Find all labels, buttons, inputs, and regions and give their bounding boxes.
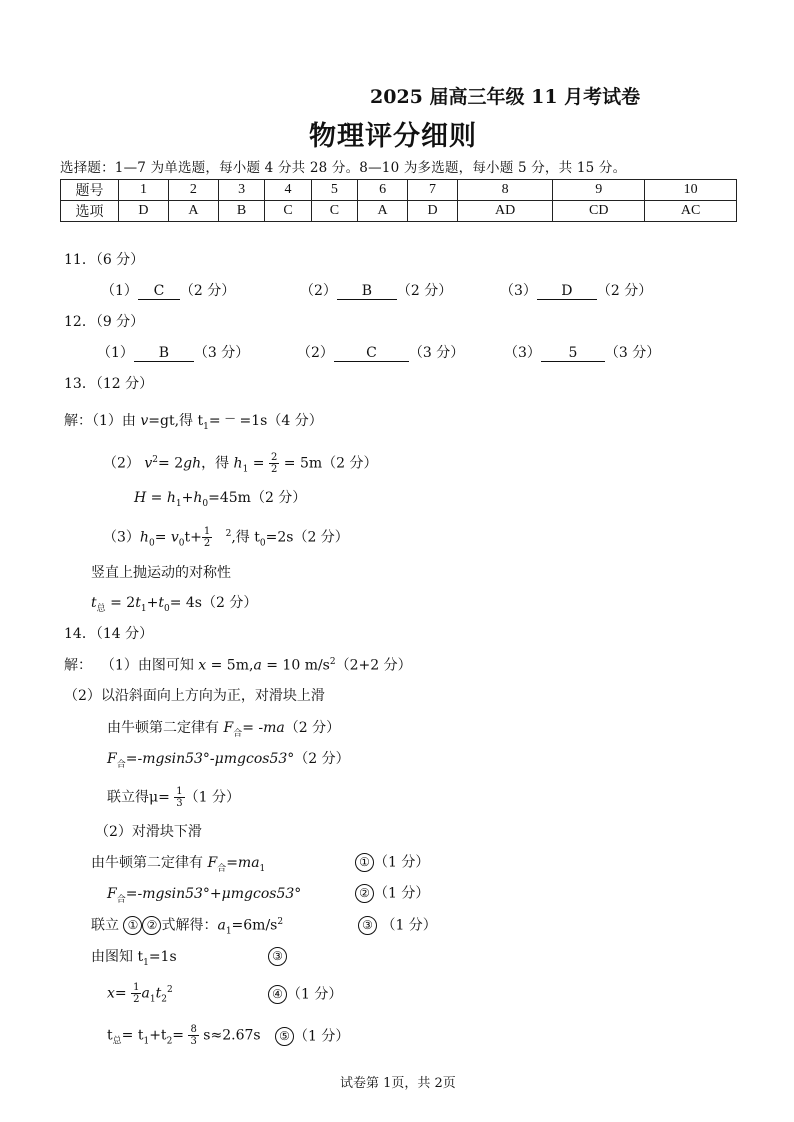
sub-2: 2 <box>161 994 167 1005</box>
q13-heading: 13．（12 分） <box>64 376 154 392</box>
fraction <box>131 982 141 1005</box>
q13-line2 <box>103 452 378 475</box>
text: = 10 m/s <box>261 657 330 674</box>
part-label: （3） <box>504 345 541 361</box>
table-cell: AC <box>645 201 737 222</box>
circle-mark-5: ⑤ <box>275 1027 294 1046</box>
var-ma: ma <box>237 855 260 871</box>
answer-blank: D <box>537 284 597 300</box>
text: = 4s（2 分） <box>169 595 258 611</box>
answer-blank: B <box>134 346 194 362</box>
table-row-answers <box>61 201 737 222</box>
var-t: t <box>155 985 162 1002</box>
q12-heading: 12．（9 分） <box>64 314 145 330</box>
table-cell: 6 <box>358 180 408 201</box>
q14-line9-mark <box>358 916 437 935</box>
var-t: t <box>91 595 97 611</box>
text: 联立得μ= <box>107 789 175 806</box>
fraction <box>188 1024 198 1047</box>
q11-part2 <box>300 284 452 300</box>
table-cell: CD <box>553 201 645 222</box>
q14-line7-mark <box>355 853 429 872</box>
sub-0: 0 <box>259 538 266 549</box>
text: （1 分） <box>374 885 430 902</box>
sub-1: 1 <box>149 994 156 1005</box>
table-cell: 2 <box>168 180 218 201</box>
sub-1: 1 <box>242 464 249 475</box>
table-cell: 3 <box>218 180 264 201</box>
numerator: 1 <box>133 982 140 993</box>
text: = 2 <box>158 455 184 472</box>
q12-part2 <box>297 346 464 362</box>
denominator: 3 <box>176 798 183 809</box>
fraction-placeholder: — <box>225 413 236 424</box>
sup-2: 2 <box>225 528 232 539</box>
q14-line6: （2）对滑块下滑 <box>95 824 202 840</box>
part-label: （1） <box>101 283 138 299</box>
text: + <box>181 490 194 506</box>
var-H: H <box>134 490 147 506</box>
part-label: （2） <box>300 283 337 299</box>
text: =- <box>125 751 143 767</box>
var-x: x <box>198 657 207 674</box>
doc-title: 物理评分细则 <box>309 121 477 152</box>
denominator: 3 <box>190 1036 197 1047</box>
formula: mgsin53°+μmgcos53° <box>142 886 302 902</box>
denominator: 2 <box>133 994 140 1005</box>
q13-line5: 竖直上抛运动的对称性 <box>91 565 231 581</box>
table-cell: 4 <box>265 180 311 201</box>
q14-line10-mark <box>268 947 287 966</box>
table-cell: AD <box>458 201 553 222</box>
sub-he: 合 <box>116 894 126 905</box>
sub-he: 合 <box>217 863 227 874</box>
circle-mark-3: ③ <box>268 947 287 966</box>
sub-he: 合 <box>233 728 243 739</box>
var-ma: ma <box>263 720 285 736</box>
circle-mark-2: ② <box>142 916 161 935</box>
table-cell: A <box>168 201 218 222</box>
var-h: h <box>166 490 176 506</box>
q11-part3 <box>500 284 652 300</box>
sub-1: 1 <box>225 926 232 937</box>
q14-line2: （2）以沿斜面向上方向为正，对滑块上滑 <box>64 688 325 704</box>
sub-1: 1 <box>143 1036 150 1047</box>
circle-mark-1: ① <box>123 916 142 935</box>
var-gh: gh <box>183 455 202 472</box>
var-v: v <box>170 529 179 546</box>
text: = <box>248 455 269 472</box>
q14-line8-mark <box>355 884 429 903</box>
text: （1 分） <box>374 854 430 871</box>
sub-zong: 总 <box>96 603 106 614</box>
answer-blank: 5 <box>541 346 605 362</box>
q11-part1 <box>101 284 235 300</box>
q14-line10 <box>91 950 177 968</box>
table-cell: 9 <box>553 180 645 201</box>
row-label: 题号 <box>61 180 119 201</box>
table-cell: C <box>311 201 357 222</box>
score: （3 分） <box>193 345 250 361</box>
text: （2+2 分） <box>335 657 412 674</box>
answer-blank: C <box>138 284 180 300</box>
q13-line3 <box>134 491 306 509</box>
q14-line4 <box>107 752 350 770</box>
text: =2s（2 分） <box>265 529 349 546</box>
text: =gt,得 t <box>148 413 204 429</box>
row-label: 选项 <box>61 201 119 222</box>
sup-2: 2 <box>166 984 173 995</box>
sub-zong: 总 <box>112 1036 122 1047</box>
fraction <box>202 526 212 549</box>
sup-2: 2 <box>329 657 336 667</box>
circle-mark-2: ② <box>355 884 374 903</box>
text: （2） <box>103 455 145 472</box>
text: ,得 t <box>231 529 260 546</box>
var-x: x <box>107 985 115 1002</box>
fraction <box>174 786 184 809</box>
text: 联立 <box>91 917 124 934</box>
answer-table <box>60 179 737 222</box>
text: = - <box>242 720 264 736</box>
text: + <box>146 595 159 611</box>
text: = 5m, <box>206 657 254 674</box>
solution-label: 解： <box>64 657 92 674</box>
var-v: v <box>144 455 153 472</box>
sub-1: 1 <box>143 957 149 968</box>
score: （2 分） <box>179 283 236 299</box>
q14-line5 <box>107 786 240 809</box>
var-F: F <box>223 720 234 736</box>
text: （2 分） <box>294 751 350 767</box>
var-a: a <box>253 657 262 674</box>
text: = <box>150 490 167 506</box>
q14-line12-mark <box>275 1027 349 1046</box>
exam-title: 2025 届高三年级 11 月考试卷 <box>370 86 641 108</box>
q14-line7 <box>91 856 265 874</box>
q14-line1 <box>64 658 412 673</box>
text: （1 分） <box>184 789 241 806</box>
text: = t <box>121 1027 144 1044</box>
text: +t <box>149 1027 167 1044</box>
var-t: t <box>135 595 141 611</box>
table-cell: 7 <box>408 180 458 201</box>
text: （1 分） <box>287 986 343 1003</box>
sup-2: 2 <box>277 916 284 927</box>
table-cell: 5 <box>311 180 357 201</box>
q11-heading: 11．（6 分） <box>64 252 145 268</box>
text: ，得 <box>201 455 234 472</box>
page-footer: 试卷第 1页，共 2页 <box>340 1076 456 1091</box>
answer-blank: B <box>337 284 397 300</box>
circle-mark-4: ④ <box>268 985 287 1004</box>
sub-0: 0 <box>178 538 185 549</box>
var-v: v <box>140 413 149 429</box>
text: （1 分） <box>381 917 437 934</box>
text: s≈2.67s <box>198 1027 261 1044</box>
text: = 5m（2 分） <box>279 455 378 472</box>
text: = <box>208 413 226 429</box>
text: （1）由 <box>92 413 141 429</box>
q14-line9 <box>91 916 283 936</box>
sup-2: 2 <box>152 454 159 465</box>
fraction <box>269 452 279 475</box>
text: t <box>107 1027 113 1044</box>
numerator: 8 <box>190 1024 197 1035</box>
part-label: （1） <box>97 345 134 361</box>
score: （2 分） <box>396 283 453 299</box>
sub-0: 0 <box>163 603 170 614</box>
score: （3 分） <box>408 345 465 361</box>
text: = <box>114 985 132 1002</box>
table-cell: 8 <box>458 180 553 201</box>
var-F: F <box>107 886 117 902</box>
circle-mark-3: ③ <box>358 916 377 935</box>
table-cell: 10 <box>645 180 737 201</box>
var-h: h <box>193 490 203 506</box>
var-a: a <box>217 917 226 934</box>
q14-line11-mark <box>268 985 342 1004</box>
sub-2: 2 <box>166 1036 173 1047</box>
q14-line3 <box>107 721 340 739</box>
var-t: t <box>158 595 164 611</box>
q14-line12 <box>107 1024 261 1047</box>
denominator: 2 <box>270 464 278 475</box>
part-label: （2） <box>297 345 334 361</box>
sub-1: 1 <box>259 863 266 874</box>
numerator: 2 <box>270 452 278 463</box>
formula: mgsin53°-μmgcos53° <box>142 751 295 767</box>
sub-1: 1 <box>175 498 182 509</box>
text: =- <box>125 886 143 902</box>
part-label: （3） <box>500 283 537 299</box>
text: 由图知 t <box>91 949 144 965</box>
sub-0: 0 <box>202 498 209 509</box>
table-cell: D <box>119 201 169 222</box>
var-F: F <box>107 751 117 767</box>
sub-1: 1 <box>203 421 209 432</box>
text: 式解得： <box>161 917 218 934</box>
numerator: 1 <box>176 786 183 797</box>
var-a: a <box>141 985 150 1002</box>
q13-line6 <box>91 596 257 614</box>
score: （3 分） <box>604 345 661 361</box>
sub-he: 合 <box>116 759 126 770</box>
text: 由牛顿第二定律有 <box>107 720 224 736</box>
sub-1: 1 <box>140 603 147 614</box>
var-h: h <box>139 529 149 546</box>
q12-part1 <box>97 346 249 362</box>
table-row-numbers <box>61 180 737 201</box>
q13-line1 <box>64 414 323 432</box>
text: = <box>172 1027 189 1044</box>
sub-0: 0 <box>148 538 155 549</box>
text: （2 分） <box>284 720 341 736</box>
text: （1）由图可知 <box>100 657 199 674</box>
numerator: 1 <box>203 526 211 537</box>
text: = <box>226 855 238 871</box>
text: = 2 <box>105 595 136 611</box>
answer-blank: C <box>334 346 409 362</box>
text: （3） <box>103 529 140 546</box>
text: （1 分） <box>294 1028 350 1045</box>
table-cell: B <box>218 201 264 222</box>
var-h: h <box>233 455 243 472</box>
text: =6m/s <box>231 917 278 934</box>
var-F: F <box>207 855 218 871</box>
solution-label: 解： <box>64 413 92 429</box>
denominator: 2 <box>203 538 211 549</box>
q14-heading: 14．（14 分） <box>64 626 154 642</box>
table-cell: D <box>408 201 458 222</box>
table-cell: 1 <box>119 180 169 201</box>
q13-line4 <box>103 526 349 549</box>
text: =1s <box>148 949 177 965</box>
score: （2 分） <box>596 283 653 299</box>
q14-line11 <box>107 982 173 1005</box>
text: t+ <box>184 529 202 546</box>
text: = <box>154 529 171 546</box>
q12-part3 <box>504 346 660 362</box>
text: 由牛顿第二定律有 <box>91 855 208 871</box>
choice-intro: 选择题：1—7 为单选题，每小题 4 分共 28 分。8—10 为多选题，每小题 5 分，共 15 分。 <box>60 160 627 176</box>
text: =1s（4 分） <box>235 413 323 429</box>
q14-line8 <box>107 887 301 905</box>
table-cell: C <box>265 201 311 222</box>
circle-mark-1: ① <box>355 853 374 872</box>
table-cell: A <box>358 201 408 222</box>
text: =45m（2 分） <box>208 490 307 506</box>
